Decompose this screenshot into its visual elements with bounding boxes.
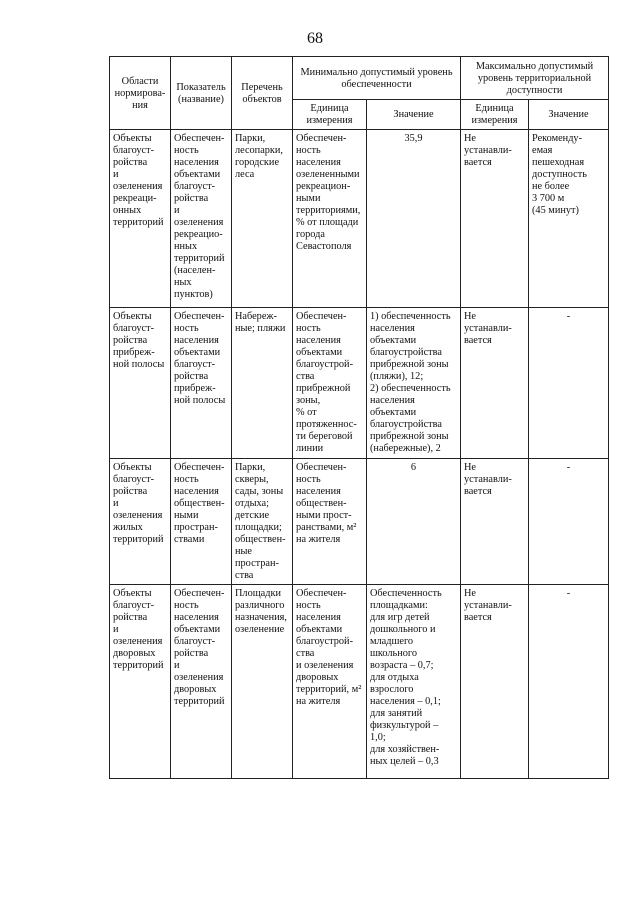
cell-max-value: - (529, 459, 609, 585)
cell-min-unit: Обеспечен- ность населения объектами благоустрой- ства и озеленения дворовых территорий, м² на жителя (293, 585, 367, 779)
page-number: 68 (307, 30, 323, 47)
table-row (110, 308, 609, 459)
cell-min-unit: Обеспечен- ность населения озелененными рекреацион- ными территориями, % от площади города Севастополя (293, 130, 367, 308)
cell-area: Объекты благоуст- ройства и озеленения рекреаци- онных территорий (110, 130, 171, 308)
cell-min-value: 6 (367, 459, 461, 585)
cell-objects: Площадки различного назначения, озеленение (232, 585, 293, 779)
cell-indicator: Обеспечен- ность населения объектами благоуст- ройства прибреж- ной полосы (171, 308, 232, 459)
header-max-value: Значение (529, 100, 609, 130)
cell-max-value: Рекоменду- емая пешеходная доступность не более 3 700 м (45 минут) (529, 130, 609, 308)
cell-objects: Парки, скверы, сады, зоны отдыха; детские площадки; обществен- ные простран- ства (232, 459, 293, 585)
norms-table (109, 56, 609, 779)
cell-max-value: - (529, 585, 609, 779)
table-row (110, 585, 609, 779)
header-max-unit: Единица измерения (461, 100, 529, 130)
cell-area: Объекты благоуст- ройства и озеленения дворовых территорий (110, 585, 171, 779)
cell-max-value: - (529, 308, 609, 459)
cell-max-unit: Не устанавли- вается (461, 459, 529, 585)
table-row (110, 459, 609, 585)
cell-max-unit: Не устанавли- вается (461, 130, 529, 308)
header-max-access: Максимально допустимый уровень территориальной доступности (461, 57, 609, 100)
header-min-unit: Единица измерения (293, 100, 367, 130)
cell-objects: Парки, лесопарки, городские леса (232, 130, 293, 308)
cell-objects: Набереж- ные; пляжи (232, 308, 293, 459)
cell-max-unit: Не устанавли- вается (461, 308, 529, 459)
cell-area: Объекты благоуст- ройства прибреж- ной полосы (110, 308, 171, 459)
header-row (110, 57, 609, 100)
header-min-level: Минимально допустимый уровень обеспеченности (293, 57, 461, 100)
cell-min-unit: Обеспечен- ность населения объектами благоустрой- ства прибрежной зоны, % от протяженнос- ти береговой линии (293, 308, 367, 459)
table-row (110, 130, 609, 308)
cell-area: Объекты благоуст- ройства и озеленения жилых территорий (110, 459, 171, 585)
cell-min-unit: Обеспечен- ность населения обществен- ными прост- ранствами, м² на жителя (293, 459, 367, 585)
header-indicator: Показатель (название) (171, 57, 232, 130)
cell-indicator: Обеспечен- ность населения объектами благоуст- ройства и озеленения дворовых территорий (171, 585, 232, 779)
header-area: Области нормирова- ния (110, 57, 171, 130)
cell-min-value: 1) обеспеченность населения объектами благоустройства прибрежной зоны (пляжи), 12; 2) обеспеченность населения объектами благоустройства прибрежной зоны (набережные), 2 (367, 308, 461, 459)
cell-min-value: 35,9 (367, 130, 461, 308)
cell-max-unit: Не устанавли- вается (461, 585, 529, 779)
cell-indicator: Обеспечен- ность населения объектами благоуст- ройства и озеленения рекреацио- нных территорий (населен- ных пунктов) (171, 130, 232, 308)
header-min-value: Значение (367, 100, 461, 130)
header-objects: Перечень объектов (232, 57, 293, 130)
cell-min-value: Обеспеченность площадками: для игр детей дошкольного и младшего школьного возраста – 0,7; для отдыха взрослого населения – 0,1; для занятий физкультурой – 1,0; для хозяйствен- ных целей – 0,3 (367, 585, 461, 779)
cell-indicator: Обеспечен- ность населения обществен- ными простран- ствами (171, 459, 232, 585)
